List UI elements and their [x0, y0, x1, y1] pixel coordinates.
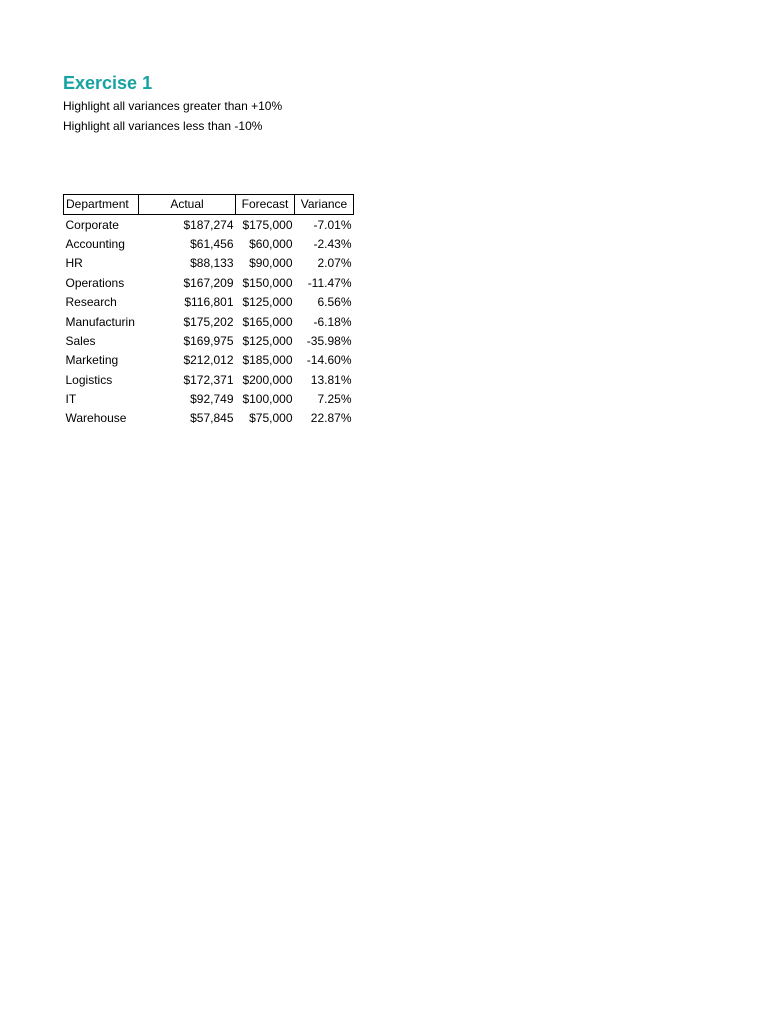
header-department[interactable]: Department — [64, 195, 139, 215]
cell-variance[interactable]: -35.98% — [306, 333, 352, 348]
cell-variance[interactable]: 2.07% — [317, 256, 352, 271]
table-row — [64, 235, 354, 254]
exercise-header — [63, 70, 282, 136]
cell-actual[interactable]: $175,202 — [183, 314, 234, 329]
cell-actual[interactable]: $167,209 — [183, 275, 234, 290]
instruction-line: Highlight all variances greater than +10% — [63, 99, 283, 113]
cell-department[interactable]: IT — [65, 392, 77, 407]
cell-variance[interactable]: -2.43% — [313, 236, 352, 251]
cell-variance[interactable]: -7.01% — [313, 217, 352, 232]
cell-forecast[interactable]: $185,000 — [242, 353, 293, 368]
cell-variance[interactable]: 6.56% — [317, 295, 352, 310]
cell-department[interactable]: Logistics — [65, 372, 113, 387]
cell-department[interactable]: HR — [65, 256, 83, 271]
table-row — [64, 351, 354, 370]
table-row — [64, 312, 354, 331]
cell-variance[interactable]: -11.47% — [307, 275, 352, 290]
cell-department[interactable]: Manufacturin — [65, 314, 135, 329]
variance-table-container — [63, 194, 354, 429]
cell-actual[interactable]: $92,749 — [190, 392, 234, 407]
cell-forecast[interactable]: $75,000 — [249, 411, 293, 426]
cell-actual[interactable]: $61,456 — [190, 236, 234, 251]
table-row — [64, 390, 354, 409]
cell-variance[interactable]: 13.81% — [310, 372, 352, 387]
cell-department[interactable]: Research — [65, 295, 117, 310]
cell-actual[interactable]: $57,845 — [190, 411, 234, 426]
table-row — [64, 274, 354, 293]
cell-actual[interactable]: $116,801 — [184, 295, 234, 310]
cell-department[interactable]: Marketing — [65, 353, 119, 368]
cell-department[interactable]: Accounting — [65, 236, 125, 251]
cell-forecast[interactable]: $165,000 — [242, 314, 293, 329]
cell-actual[interactable]: $88,133 — [190, 256, 234, 271]
cell-actual[interactable]: $187,274 — [183, 217, 234, 232]
cell-forecast[interactable]: $125,000 — [242, 333, 293, 348]
cell-forecast[interactable]: $60,000 — [249, 236, 293, 251]
table-body — [64, 215, 354, 429]
header-variance[interactable]: Variance — [295, 195, 354, 215]
cell-variance[interactable]: -14.60% — [306, 353, 352, 368]
table-row — [64, 371, 354, 390]
cell-variance[interactable]: 7.25% — [317, 392, 352, 407]
table-row — [64, 409, 354, 428]
cell-forecast[interactable]: $175,000 — [242, 217, 293, 232]
cell-forecast[interactable]: $90,000 — [249, 256, 293, 271]
cell-forecast[interactable]: $200,000 — [242, 372, 293, 387]
cell-actual[interactable]: $169,975 — [183, 333, 234, 348]
cell-forecast[interactable]: $150,000 — [242, 275, 293, 290]
header-actual[interactable]: Actual — [139, 195, 236, 215]
table-header-row — [64, 195, 354, 215]
table-row — [64, 293, 354, 312]
table-row — [64, 215, 354, 235]
cell-forecast[interactable]: $100,000 — [242, 392, 293, 407]
header-forecast[interactable]: Forecast — [236, 195, 295, 215]
cell-actual[interactable]: $212,012 — [183, 353, 234, 368]
cell-department[interactable]: Corporate — [65, 217, 119, 232]
page-title: Exercise 1 — [63, 73, 153, 93]
cell-department[interactable]: Operations — [65, 275, 125, 290]
cell-forecast[interactable]: $125,000 — [242, 295, 293, 310]
variance-table — [63, 194, 354, 429]
instruction-line: Highlight all variances less than -10% — [63, 119, 263, 133]
table-row — [64, 254, 354, 273]
cell-department[interactable]: Warehouse — [65, 411, 127, 426]
cell-variance[interactable]: 22.87% — [310, 411, 352, 426]
table-row — [64, 332, 354, 351]
cell-department[interactable]: Sales — [65, 333, 96, 348]
cell-actual[interactable]: $172,371 — [183, 372, 234, 387]
cell-variance[interactable]: -6.18% — [313, 314, 352, 329]
